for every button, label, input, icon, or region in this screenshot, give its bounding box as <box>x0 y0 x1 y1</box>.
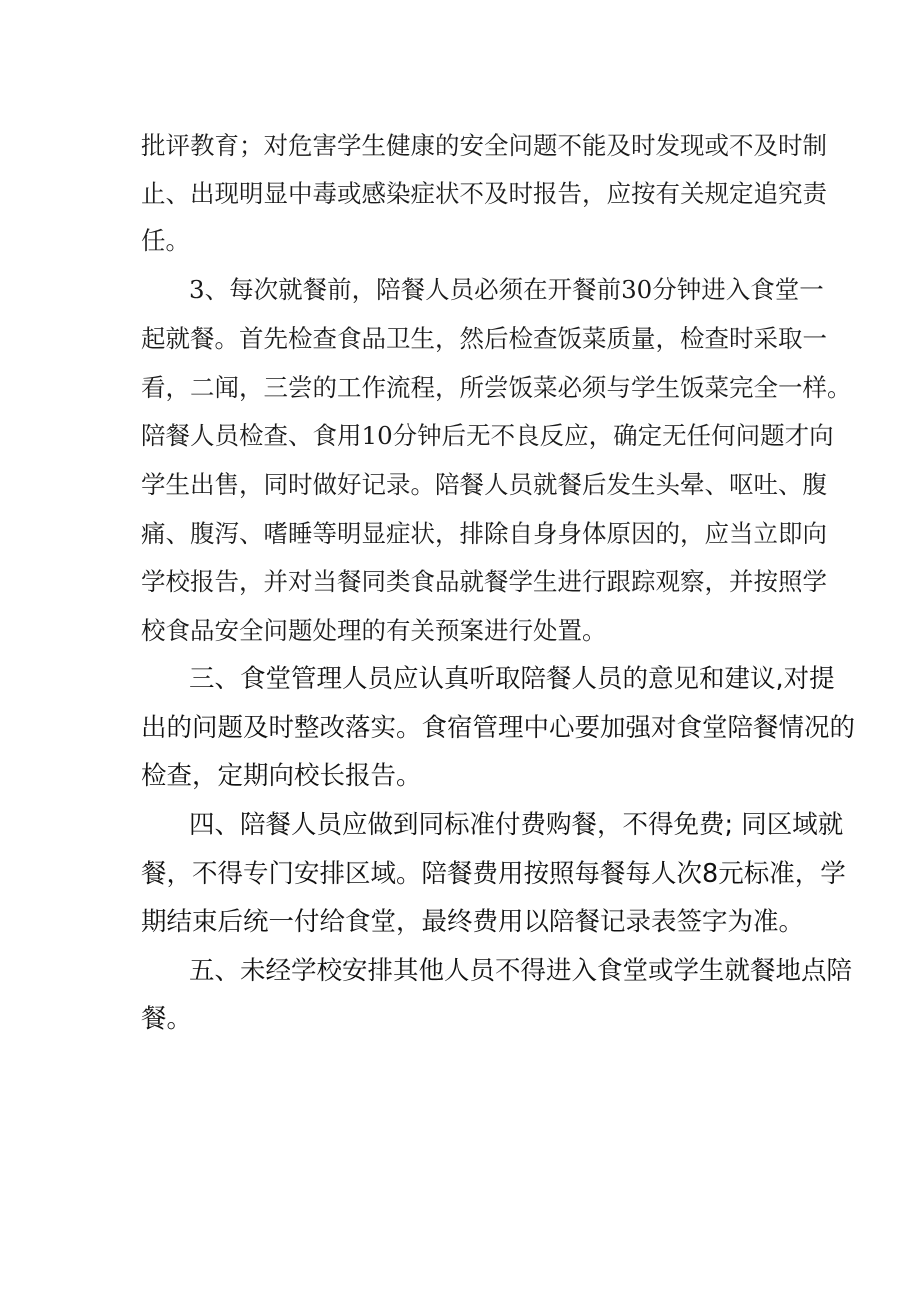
text-line: 期结束后统一付给食堂，最终费用以陪餐记录表签字为准。 <box>141 907 805 937</box>
text-line: 出的问题及时整改落实。食宿管理中心要加强对食堂陪餐情况的 <box>141 713 856 743</box>
text-line: 学校报告，并对当餐同类食品就餐学生进行跟踪观察，并按照学 <box>141 567 827 596</box>
text-line: 三、食堂管理人员应认真听取陪餐人员的意见和建议,对提 <box>189 664 835 694</box>
text-line: 检查，定期向校长报告。 <box>141 761 422 791</box>
text-line: 批评教育；对危害学生健康的安全问题不能及时发现或不及时制 <box>141 131 827 160</box>
text-line: 止、出现明显中毒或感染症状不及时报告，应按有关规定追究责 <box>141 179 827 208</box>
text-line: 起就餐。首先检查食品卫生，然后检查饭菜质量，检查时采取一 <box>141 324 827 353</box>
text-line: 餐，不得专门安排区域。陪餐费用按照每餐每人次8元标准，学 <box>141 859 846 889</box>
text-line: 陪餐人员检查、食用10分钟后无不良反应，确定无任何问题才向 <box>141 421 834 450</box>
text-line: 校食品安全问题处理的有关预案进行处置。 <box>141 616 607 645</box>
text-line: 餐。 <box>141 1004 193 1034</box>
text-line: 四、陪餐人员应做到同标准付费购餐，不得免费; 同区域就 <box>189 810 844 840</box>
text-line: 看，二闻，三尝的工作流程，所尝饭菜必须与学生饭菜完全一样。 <box>141 373 852 402</box>
text-line: 学生出售，同时做好记录。陪餐人员就餐后发生头晕、呕吐、腹 <box>141 470 827 499</box>
text-line: 任。 <box>141 226 190 255</box>
text-line: 3、每次就餐前，陪餐人员必须在开餐前30分钟进入食堂一 <box>189 275 824 304</box>
text-line: 痛、腹泻、嗜睡等明显症状，排除自身身体原因的，应当立即向 <box>141 519 827 548</box>
text-line: 五、未经学校安排其他人员不得进入食堂或学生就餐地点陪 <box>189 956 853 986</box>
